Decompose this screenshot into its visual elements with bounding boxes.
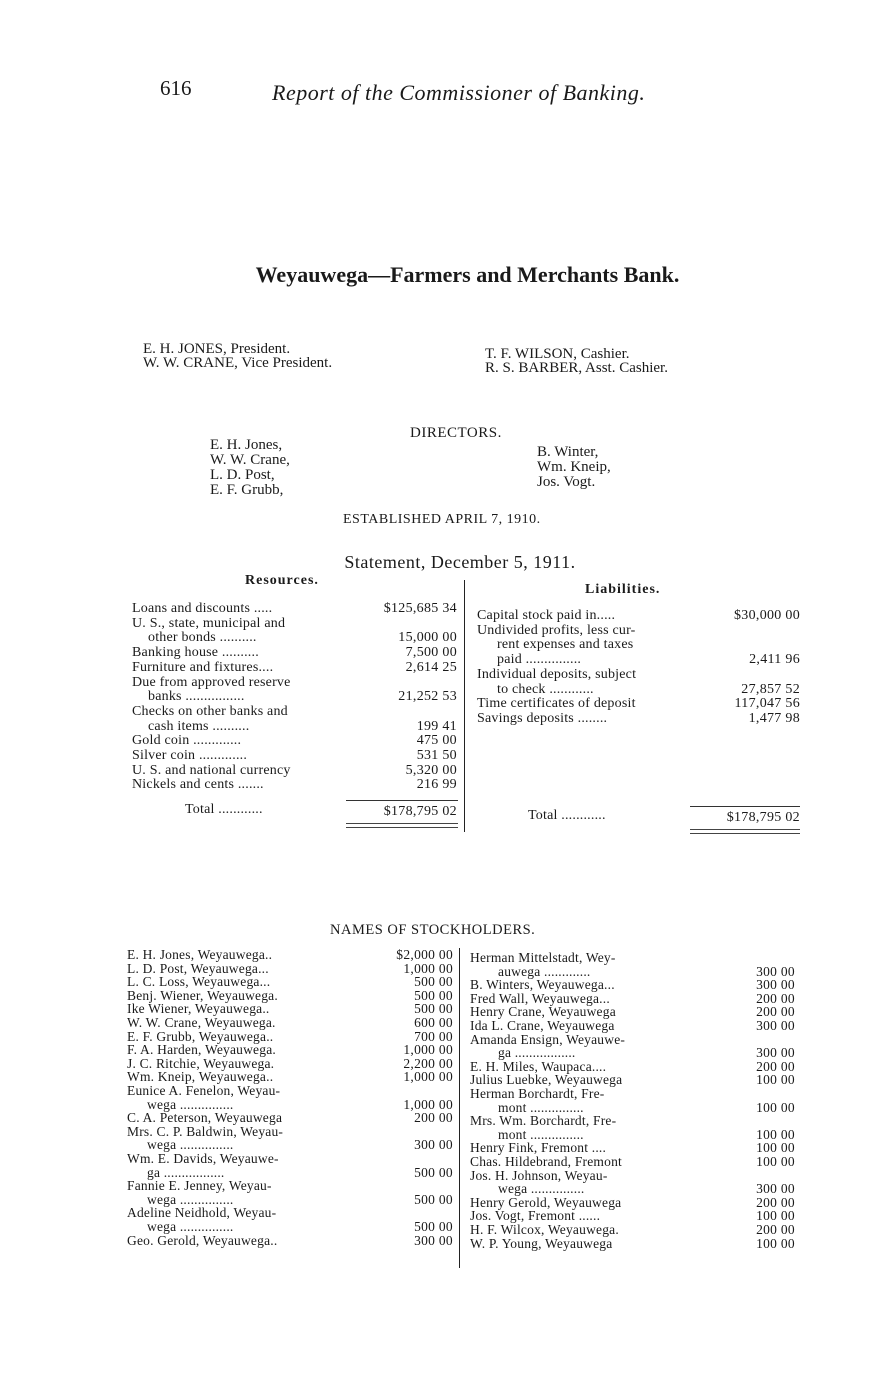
stockholders-heading: NAMES OF STOCKHOLDERS. [330, 922, 536, 938]
liability-amount: 2,411 96 [749, 652, 800, 668]
officer-cashier: T. F. WILSON, Cashier. [485, 346, 630, 362]
stockholder-label: Mrs. Wm. Borchardt, Fre- [470, 1113, 617, 1129]
stockholder-amount: 300 00 [756, 1018, 795, 1033]
stockholder-label: L. C. Loss, Weyauwega... [127, 974, 271, 990]
resource-label: banks ................ [148, 689, 245, 705]
liability-amount: 27,857 52 [741, 681, 800, 697]
resource-label: Checks on other banks and [132, 703, 288, 719]
resource-label: Nickels and cents ....... [132, 777, 264, 793]
resources-total-double-rule [346, 823, 458, 828]
resource-amount: 5,320 00 [405, 762, 457, 778]
stockholder-amount: 300 00 [756, 1045, 795, 1061]
stockholder-amount: 700 00 [414, 1028, 453, 1044]
liabilities-total-rule [690, 806, 800, 807]
stockholder-label: ga ................. [498, 1045, 576, 1061]
stockholder-label: L. D. Post, Weyauwega... [127, 960, 269, 976]
statement-title: Statement, December 5, 1911. [344, 552, 576, 572]
stockholder-label: W. W. Crane, Weyauwega. [127, 1015, 276, 1030]
stockholder-label: Herman Borchardt, Fre- [470, 1086, 605, 1101]
established-date: ESTABLISHED APRIL 7, 1910. [343, 512, 541, 527]
stockholder-label: Wm. E. Davids, Weyauwe- [127, 1151, 279, 1166]
stockholder-label: H. F. Wilcox, Weyauwega. [470, 1222, 619, 1237]
stockholder-amount: 600 00 [414, 1015, 453, 1030]
stockholder-label: Henry Gerold, Weyauwega [470, 1194, 622, 1210]
stockholder-amount: 100 00 [756, 1208, 795, 1224]
stockholder-amount: 200 00 [756, 1194, 795, 1210]
stockholder-label: E. H. Miles, Waupaca.... [470, 1058, 607, 1074]
stockholder-amount: 500 00 [414, 1164, 453, 1180]
resource-amount: 7,500 00 [405, 645, 457, 661]
stockholder-label: Herman Mittelstadt, Wey- [470, 950, 616, 965]
stockholder-label: mont ............... [498, 1126, 584, 1142]
stockholder-amount: 500 00 [414, 1191, 453, 1207]
resource-label: Banking house .......... [132, 645, 259, 661]
stockholder-amount: $2,000 00 [396, 947, 453, 962]
resource-amount: 199 41 [416, 718, 457, 734]
stockholder-label: Henry Crane, Weyauwega [470, 1004, 616, 1020]
stockholder-amount: 200 00 [756, 1058, 795, 1074]
liability-label: Time certificates of deposit [477, 696, 636, 712]
resource-label: Gold coin ............. [132, 733, 242, 749]
stockholder-amount: 300 00 [756, 963, 795, 979]
stockholder-label: Amanda Ensign, Weyauwe- [470, 1031, 626, 1047]
stockholder-label: wega ............... [147, 1137, 234, 1153]
stockholder-label: wega ............... [147, 1096, 234, 1112]
stockholder-amount: 300 00 [414, 1137, 453, 1153]
liabilities-total-label: Total ............ [528, 808, 606, 823]
resource-label: U. S. and national currency [132, 762, 291, 778]
liability-label: Savings deposits ........ [477, 710, 608, 726]
resources-total-amount: $178,795 02 [383, 804, 457, 819]
resource-amount: 21,252 53 [398, 689, 457, 705]
resource-label: U. S., state, municipal and [132, 615, 286, 631]
stockholder-label: Henry Fink, Fremont .... [470, 1140, 607, 1156]
director-name: W. W. Crane, [210, 452, 290, 468]
stockholder-label: Mrs. C. P. Baldwin, Weyau- [127, 1123, 284, 1139]
stockholder-label: W. P. Young, Weyauwega [470, 1235, 613, 1251]
stockholder-amount: 1,000 00 [403, 960, 453, 976]
stockholder-label: Chas. Hildebrand, Fremont [470, 1154, 622, 1169]
stockholder-label: E. H. Jones, Weyauwega.. [127, 947, 273, 962]
stockholder-amount: 300 00 [756, 1181, 795, 1197]
stockholder-amount: 1,000 00 [403, 1096, 453, 1112]
director-name: B. Winter, [537, 444, 599, 460]
stockholder-label: Ida L. Crane, Weyauwega [470, 1018, 615, 1033]
stockholder-amount: 500 00 [414, 974, 453, 990]
stockholder-label: E. F. Grubb, Weyauwega.. [127, 1028, 274, 1044]
stockholder-amount: 500 00 [414, 1001, 453, 1017]
stockholder-label: C. A. Peterson, Weyauwega [127, 1110, 283, 1126]
resource-amount: 531 50 [416, 748, 457, 763]
resource-label: Loans and discounts ..... [132, 601, 273, 616]
officer-asst-cashier: R. S. BARBER, Asst. Cashier. [485, 360, 668, 376]
stockholder-label: Benj. Wiener, Weyauwega. [127, 987, 278, 1003]
liability-amount: 117,047 56 [734, 696, 800, 712]
stockholder-label: Geo. Gerold, Weyauwega.. [127, 1232, 278, 1248]
resource-amount: $125,685 34 [383, 601, 457, 616]
resource-label: other bonds .......... [148, 630, 257, 646]
stockholder-label: wega ............... [147, 1191, 234, 1207]
stockholder-label: Fred Wall, Weyauwega... [470, 990, 610, 1006]
stockholder-amount: 500 00 [414, 987, 453, 1003]
liability-label: Capital stock paid in..... [477, 608, 616, 623]
directors-heading: DIRECTORS. [410, 425, 502, 441]
stockholder-label: J. C. Ritchie, Weyauwega. [127, 1055, 275, 1071]
stockholder-amount: 200 00 [756, 990, 795, 1006]
stockholder-amount: 1,000 00 [403, 1069, 453, 1085]
statement-column-divider [464, 580, 465, 832]
stockholder-amount: 500 00 [414, 1219, 453, 1234]
stockholder-label: Jos. Vogt, Fremont ...... [470, 1208, 601, 1224]
resource-amount: 475 00 [416, 733, 457, 749]
bank-title: Weyauwega—Farmers and Merchants Bank. [255, 262, 680, 287]
liability-label: Individual deposits, subject [477, 666, 637, 682]
stockholder-amount: 100 00 [756, 1235, 795, 1251]
resources-heading: Resources. [245, 573, 319, 588]
resource-label: Due from approved reserve [132, 674, 291, 690]
liabilities-total-amount: $178,795 02 [726, 810, 800, 825]
stockholder-label: auwega ............. [498, 963, 591, 979]
stockholders-column-divider [459, 948, 460, 1268]
resource-amount: 216 99 [416, 777, 457, 793]
director-name: E. F. Grubb, [210, 482, 284, 498]
stockholder-label: Jos. H. Johnson, Weyau- [470, 1167, 608, 1183]
liability-label: to check ............ [497, 681, 594, 697]
stockholder-label: Julius Luebke, Weyauwega [470, 1072, 623, 1088]
stockholder-label: ga ................. [147, 1164, 225, 1180]
resources-total-label: Total ............ [185, 802, 263, 817]
director-name: Jos. Vogt. [537, 474, 596, 490]
stockholder-label: wega ............... [498, 1181, 585, 1197]
director-name: L. D. Post, [210, 467, 275, 483]
stockholder-amount: 300 00 [756, 977, 795, 993]
page-number: 616 [160, 76, 192, 100]
stockholder-amount: 300 00 [414, 1232, 453, 1248]
liability-amount: 1,477 98 [748, 710, 800, 726]
resource-label: Silver coin ............. [132, 748, 248, 763]
stockholder-label: B. Winters, Weyauwega... [470, 977, 615, 993]
liabilities-heading: Liabilities. [585, 582, 661, 597]
resources-total-rule [346, 800, 458, 801]
stockholder-label: Fannie E. Jenney, Weyau- [127, 1178, 272, 1194]
stockholder-label: mont ............... [498, 1099, 584, 1115]
stockholder-amount: 200 00 [756, 1004, 795, 1020]
running-title: Report of the Commissioner of Banking. [272, 80, 646, 105]
resource-amount: 15,000 00 [398, 630, 457, 646]
stockholder-amount: 2,200 00 [403, 1055, 453, 1071]
officer-vice-president: W. W. CRANE, Vice President. [143, 355, 333, 371]
stockholder-label: Eunice A. Fenelon, Weyau- [127, 1083, 281, 1098]
resource-label: Furniture and fixtures.... [132, 659, 274, 675]
officer-president: E. H. JONES, President. [143, 341, 291, 357]
resource-label: cash items .......... [148, 718, 250, 734]
stockholder-amount: 100 00 [756, 1140, 795, 1156]
liability-label: Undivided profits, less cur- [477, 622, 636, 638]
stockholder-amount: 100 00 [756, 1072, 795, 1088]
stockholder-amount: 200 00 [756, 1222, 795, 1237]
stockholder-label: Adeline Neidhold, Weyau- [127, 1205, 277, 1221]
stockholder-amount: 100 00 [756, 1126, 795, 1142]
stockholder-amount: 100 00 [756, 1099, 795, 1115]
liability-label: rent expenses and taxes [497, 637, 634, 653]
liability-amount: $30,000 00 [734, 608, 800, 623]
liabilities-total-double-rule [690, 829, 800, 834]
director-name: E. H. Jones, [210, 437, 283, 453]
stockholder-label: wega ............... [147, 1219, 234, 1234]
stockholder-label: Wm. Kneip, Weyauwega.. [127, 1069, 274, 1085]
director-name: Wm. Kneip, [537, 459, 611, 475]
stockholder-label: F. A. Harden, Weyauwega. [127, 1042, 276, 1058]
stockholder-amount: 200 00 [414, 1110, 453, 1126]
stockholder-amount: 100 00 [756, 1154, 795, 1169]
stockholder-label: Ike Wiener, Weyauwega.. [127, 1001, 270, 1017]
stockholder-amount: 1,000 00 [403, 1042, 453, 1058]
liability-label: paid ............... [497, 652, 582, 668]
resource-amount: 2,614 25 [405, 659, 457, 675]
